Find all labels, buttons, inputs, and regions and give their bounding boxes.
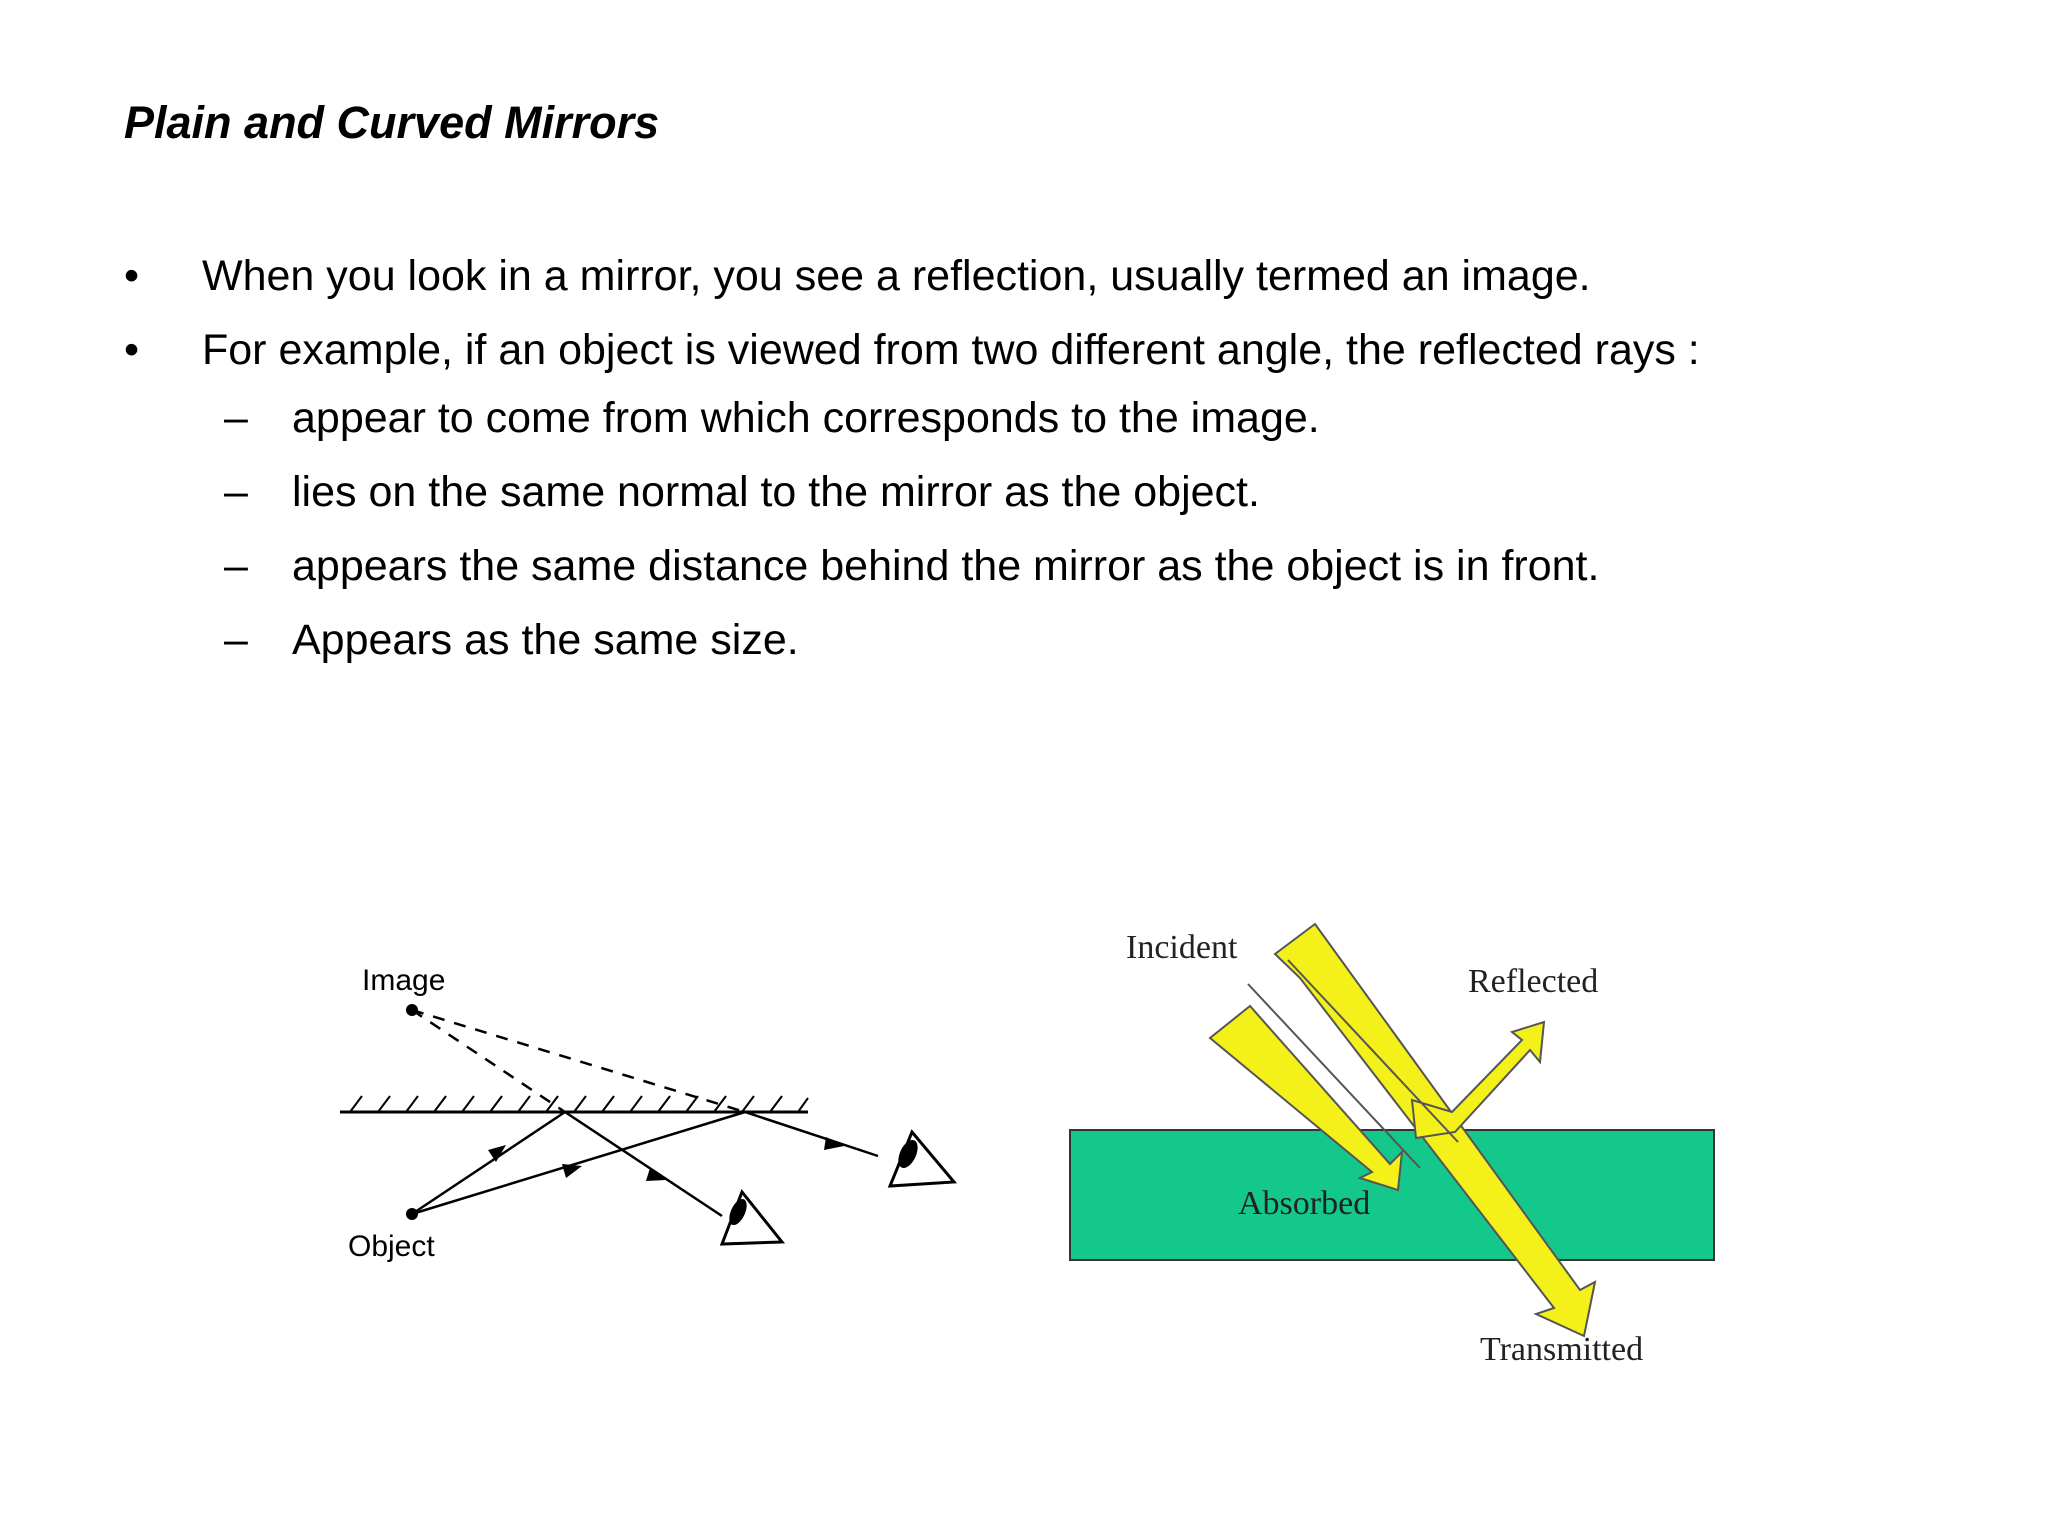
sub-bullet-item [124, 388, 1824, 448]
sub-bullet-list [124, 388, 1824, 670]
transmitted-label: Transmitted [1480, 1331, 1644, 1368]
bullet-text: When you look in a mirror, you see a reflection, usually termed an image. [202, 252, 1591, 300]
sub-bullet-text: appears the same distance behind the mirror as the object is in front. [292, 542, 1600, 590]
ray-arrowhead [646, 1168, 666, 1181]
incident-ray-1 [412, 1112, 565, 1214]
ray-arrowhead [562, 1164, 582, 1178]
light-interaction-diagram [1060, 920, 1760, 1380]
object-label: Object [348, 1230, 435, 1263]
plane-mirror-diagram [330, 950, 990, 1290]
bullet-list [124, 246, 1824, 684]
bullet-item [124, 320, 1824, 670]
dash-marker: – [224, 394, 248, 442]
reflected-arrow [1412, 1022, 1544, 1138]
reflected-label: Reflected [1468, 963, 1599, 1000]
dash-marker: – [224, 542, 248, 590]
incident-label: Incident [1126, 929, 1238, 966]
bullet-item [124, 246, 1824, 306]
sub-bullet-text: appear to come from which corresponds to the image. [292, 394, 1320, 442]
dash-marker: – [224, 468, 248, 516]
sub-bullet-item [124, 536, 1824, 596]
dash-marker: – [224, 616, 248, 664]
sub-bullet-item [124, 462, 1824, 522]
eye-icon [890, 1132, 954, 1186]
bullet-marker: • [124, 252, 140, 300]
mirror-hatching [350, 1096, 808, 1112]
eye-icon [722, 1192, 782, 1244]
reflected-ray-2 [745, 1112, 878, 1156]
bullet-marker: • [124, 326, 140, 374]
absorbed-label: Absorbed [1238, 1185, 1371, 1222]
virtual-ray-1 [412, 1010, 565, 1112]
sub-bullet-item [124, 610, 1824, 670]
sub-bullet-text: lies on the same normal to the mirror as the object. [292, 468, 1260, 516]
bullet-text: For example, if an object is viewed from two different angle, the reflected rays : [202, 326, 1700, 374]
sub-bullet-text: Appears as the same size. [292, 616, 799, 664]
image-label: Image [362, 964, 446, 997]
reflected-ray-1 [565, 1112, 722, 1216]
material-block [1070, 1130, 1714, 1260]
slide-title: Plain and Curved Mirrors [124, 97, 660, 148]
virtual-ray-2 [412, 1010, 745, 1112]
